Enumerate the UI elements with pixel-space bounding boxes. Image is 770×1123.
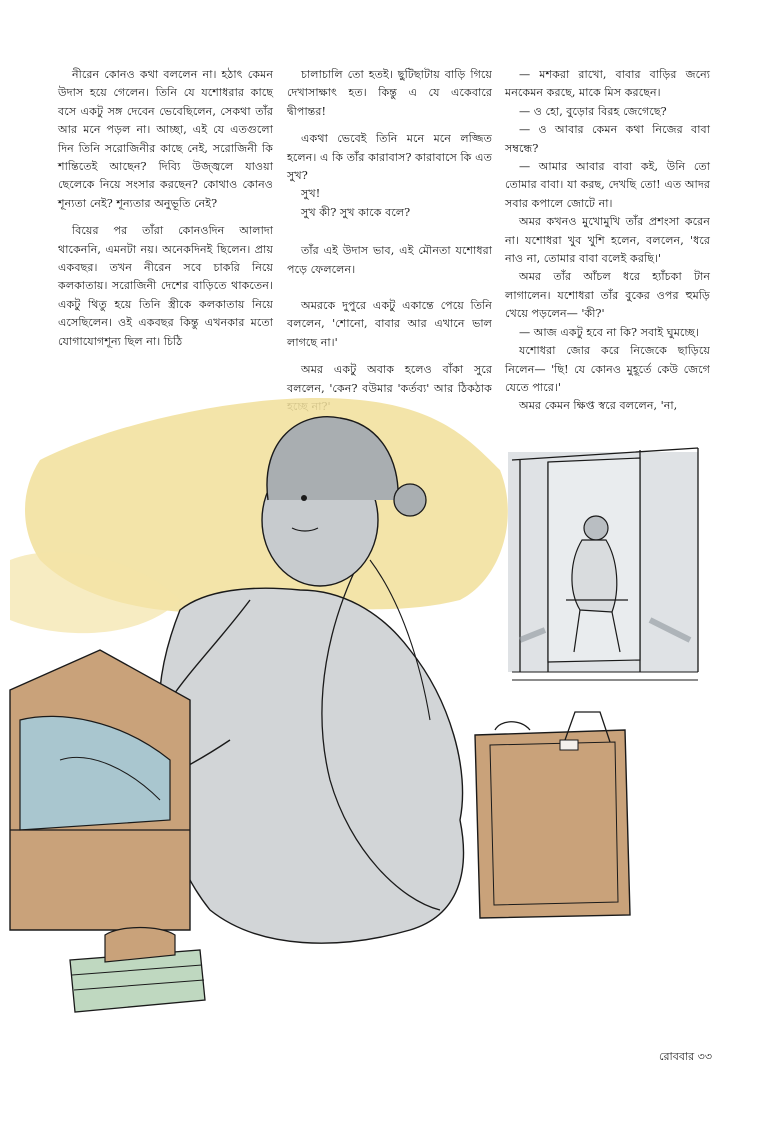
cardboard-box	[10, 650, 190, 930]
paragraph: অমর কেমন ক্ষিপ্ত স্বরে বললেন, 'না,	[519, 399, 678, 413]
paragraph: সুখ কী? সুখ কাকে বলে?	[301, 205, 411, 219]
paragraph: তাঁর এই উদাস ভাব, এই মৌনতা যশোধরা পড়ে ফেললেন।	[287, 244, 492, 276]
text-column-3	[505, 66, 710, 416]
paragraph: অমরকে দুপুরে একটু একান্তে পেয়ে তিনি বললেন, 'শোনো, বাবার আর এখানে ভাল লাগছে না।'	[287, 299, 492, 349]
paragraph: বিয়ের পর তাঁরা কোনওদিন আলাদা থাকেননি, এমনটা নয়। অনেকদিনই ছিলেন। প্রায় একবছর। তখন নীরেন সবে চাকরি নিয়ে কলকাতায়। সরোজিনী দেশের বাড়িতে থাকতেন। একটু থিতু হয়ে তিনি স্ত্রীকে কলকাতায় নিয়ে এসেছিলেন। ওই একবছর কিন্তু এখনকার মতো যোগাযোগশূন্য ছিল না। চিঠি	[58, 224, 273, 348]
page-footer: রোববার ৩৩	[659, 1050, 712, 1063]
paragraph: চালাচালি তো হতই। ছুটিছাটায় বাড়ি গিয়ে দেখাসাক্ষাৎ হত। কিন্তু এ যে একেবারে দ্বীপান্তর!	[287, 68, 492, 118]
paragraph: অমর একটু অবাক হলেও বাঁকা সুরে বললেন, 'কেন? বউমার 'কর্তব্য' আর ঠিকঠাক	[287, 363, 492, 395]
paragraph: সুখ!	[301, 187, 321, 201]
folded-clothes-stack	[70, 928, 205, 1013]
paragraph: অমর তাঁর আঁচল ধরে হ্যাঁচকা টান লাগালেন। যশোধরা তাঁর বুকের ওপর হুমড়ি খেয়ে পড়লেন— 'কী?'	[505, 270, 710, 321]
paragraph: নীরেন কোনও কথা বললেন না। হঠাৎ কেমন উদাস হয়ে গেলেন। তিনি যে যশোধরার কাছে বসে একটু সঙ্গ দেবেন ভেবেছিলেন, সেকথা তাঁর আর মনে পড়ল না। আচ্ছা, এই যে এতগুলো দিন তিনি সরোজিনীর কাছে নেই, সরোজিনী কি শান্তিতেই আছেন? দিব্যি উজ্জ্বলে যাওয়া ছেলেকে নিয়ে সংসার করছেন? কোথাও কোনও শূন্যতা নেই? শূন্যতার অনুভূতি নেই?	[58, 68, 273, 210]
story-illustration	[0, 380, 770, 1020]
paragraph: অমর কখনও মুখোমুখি তাঁর প্রশংসা করেন না। যশোধরা খুব খুশি হলেন, বললেন, 'ধরে নাও না, তোমার বাবা বলেই করছি।'	[505, 215, 710, 266]
dialogue-line: — আজ একটু হবে না কি? সবাই ঘুমচ্ছে।	[519, 325, 700, 339]
shopping-bag	[475, 712, 630, 918]
dialogue-line: — মশকরা রাখো, বাবার বাড়ির জন্যে মনকেমন করছে, মাকে মিস করছেন।	[505, 68, 710, 100]
dialogue-line: — আমার আবার বাবা কই, উনি তো তোমার বাবা। যা করছ, দেখছি তো! এত আদর সবার কপালে জোটে না।	[505, 160, 710, 210]
paragraph: একথা ভেবেই তিনি মনে মনে লজ্জিত হলেন। এ কি তাঁর কারাবাস? কারাবাসে কি এত সুখ?	[287, 132, 492, 183]
paragraph: যশোধরা জোর করে নিজেকে ছাড়িয়ে নিলেন— 'ছি! যে কোনও মুহূর্তে কেউ জেগে যেতে পারে।'	[505, 344, 710, 394]
text-column-1	[58, 66, 273, 360]
text-column-2	[287, 66, 492, 426]
doorway-scene	[508, 448, 698, 680]
dialogue-line: — ও আবার কেমন কথা নিজের বাবা সম্বন্ধে?	[505, 123, 710, 155]
dialogue-line: — ও হো, বুড়োর বিরহ জেগেছে?	[519, 104, 667, 118]
